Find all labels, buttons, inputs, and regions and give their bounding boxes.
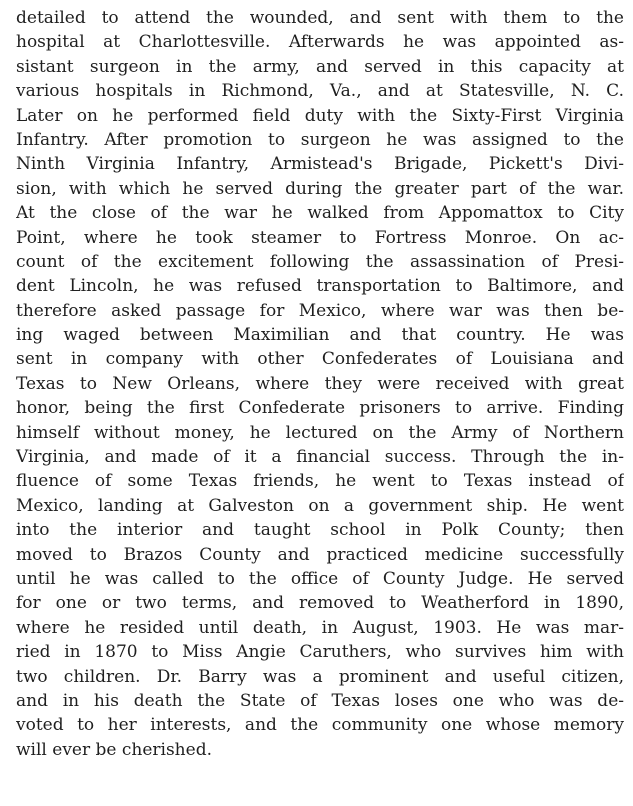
page-body-text (16, 6, 624, 762)
text-line: voted to her interests, and the community one whose memory (16, 715, 624, 736)
text-line: Texas to New Orleans, where they were received with great (16, 373, 624, 394)
text-line: detailed to attend the wounded, and sent with them to the (16, 8, 624, 28)
text-line: dent Lincoln, he was refused transportation to Baltimore, and (16, 276, 624, 297)
text-line: Ninth Virginia Infantry, Armistead's Brigade, Pickett's Divi- (16, 154, 624, 175)
text-line: count of the excitement following the assassination of Presi- (16, 251, 624, 272)
text-line: sion, with which he served during the greater part of the war. (16, 178, 624, 199)
text-line-last: will ever be cherished. (16, 739, 212, 760)
text-line: for one or two terms, and removed to Weatherford in 1890, (16, 593, 624, 614)
text-line: himself without money, he lectured on the Army of Northern (16, 422, 624, 443)
text-line: Virginia, and made of it a financial success. Through the in- (16, 447, 624, 468)
text-line: moved to Brazos County and practiced medicine successfully (16, 544, 624, 565)
text-line: Mexico, landing at Galveston on a government ship. He went (16, 495, 624, 516)
text-line: until he was called to the office of County Judge. He served (16, 568, 624, 589)
text-line: therefore asked passage for Mexico, where war was then be- (16, 300, 624, 321)
text-line: fluence of some Texas friends, he went to Texas instead of (16, 471, 624, 492)
text-line: where he resided until death, in August, 1903. He was mar- (16, 617, 624, 638)
text-line: Later on he performed field duty with the Sixty-First Virginia (16, 105, 624, 126)
text-line: various hospitals in Richmond, Va., and at Statesville, N. C. (16, 81, 624, 102)
text-line: two children. Dr. Barry was a prominent and useful citizen, (16, 666, 624, 687)
text-line: Infantry. After promotion to surgeon he was assigned to the (16, 129, 624, 150)
text-line: sent in company with other Confederates of Louisiana and (16, 349, 624, 370)
text-line: At the close of the war he walked from Appomattox to City (16, 203, 624, 224)
text-line: honor, being the first Confederate prisoners to arrive. Finding (16, 398, 624, 419)
text-line: ried in 1870 to Miss Angie Caruthers, who survives him with (16, 642, 624, 663)
text-line: sistant surgeon in the army, and served in this capacity at (16, 56, 624, 77)
text-line: Point, where he took steamer to Fortress Monroe. On ac- (16, 227, 624, 248)
text-line: into the interior and taught school in Polk County; then (16, 520, 624, 541)
text-line: hospital at Charlottesville. Afterwards he was appointed as- (16, 32, 624, 53)
text-line: and in his death the State of Texas loses one who was de- (16, 690, 624, 711)
text-line: ing waged between Maximilian and that country. He was (16, 325, 624, 346)
